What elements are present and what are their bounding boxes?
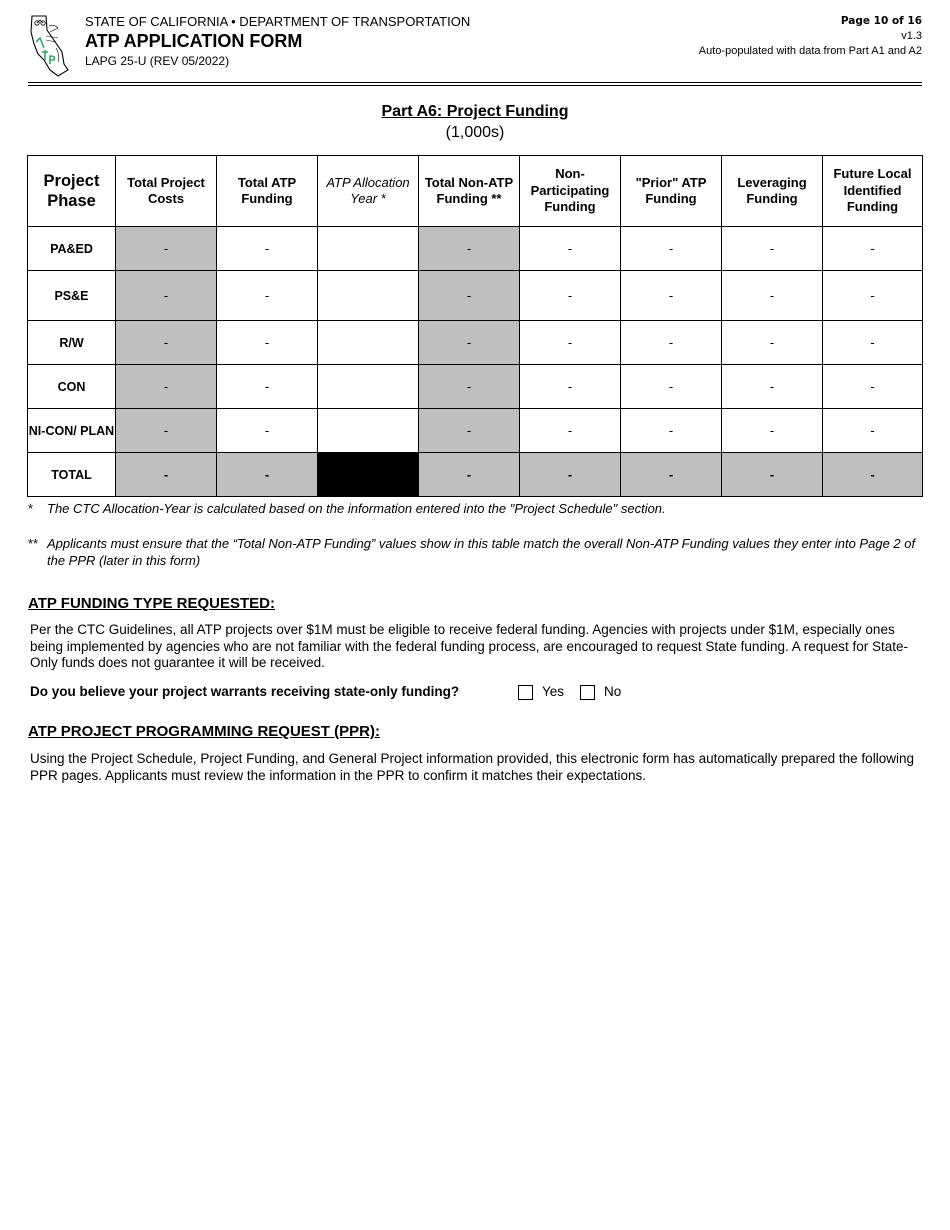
funding-type-heading: ATP FUNDING TYPE REQUESTED: <box>28 595 275 612</box>
ppr-heading: ATP PROJECT PROGRAMMING REQUEST (PPR): <box>28 723 380 740</box>
header-total-atp-funding: Total ATP Funding <box>217 156 318 227</box>
cell-future-local-funding[interactable]: - <box>823 409 923 453</box>
cell-total-non-atp-funding: - <box>419 453 520 497</box>
footnote-marker: * <box>28 501 34 516</box>
cell-atp-allocation-year <box>318 271 419 321</box>
header-left <box>85 14 470 69</box>
cell-future-local-funding[interactable]: - <box>823 227 923 271</box>
cell-non-participating-funding: - <box>520 453 621 497</box>
footnote-marker: ** <box>28 536 39 551</box>
table-header-row <box>28 156 923 227</box>
cell-total-atp-funding[interactable]: - <box>217 271 318 321</box>
form-code: LAPG 25-U (REV 05/2022) <box>85 54 230 68</box>
header-divider-top <box>28 82 922 83</box>
yes-label: Yes <box>542 684 565 699</box>
project-funding-table <box>27 155 923 497</box>
row-phase: TOTAL <box>28 453 116 497</box>
cell-total-non-atp-funding: - <box>419 227 520 271</box>
cell-future-local-funding[interactable]: - <box>823 321 923 365</box>
cell-total-non-atp-funding: - <box>419 271 520 321</box>
cell-atp-allocation-year <box>318 453 419 497</box>
cell-total-atp-funding[interactable]: - <box>217 321 318 365</box>
header-total-non-atp-funding: Total Non-ATP Funding ** <box>419 156 520 227</box>
cell-non-participating-funding[interactable]: - <box>520 365 621 409</box>
cell-non-participating-funding[interactable]: - <box>520 271 621 321</box>
form-title: ATP APPLICATION FORM <box>85 31 303 51</box>
page-number: Page 10 of 16 <box>840 15 922 27</box>
cell-total-project-costs: - <box>116 227 217 271</box>
table-row <box>28 271 923 321</box>
cell-total-project-costs: - <box>116 365 217 409</box>
cell-non-participating-funding[interactable]: - <box>520 321 621 365</box>
cell-total-atp-funding: - <box>217 453 318 497</box>
cell-atp-allocation-year <box>318 321 419 365</box>
state-only-question: Do you believe your project warrants receiving state-only funding? <box>30 684 460 699</box>
header-total-project-costs: Total Project Costs <box>116 156 217 227</box>
table-total-row <box>28 453 923 497</box>
cell-leveraging-funding[interactable]: - <box>722 409 823 453</box>
state-only-options <box>518 683 621 701</box>
cell-leveraging-funding: - <box>722 453 823 497</box>
cell-non-participating-funding[interactable]: - <box>520 409 621 453</box>
no-checkbox[interactable] <box>580 685 595 700</box>
table-row <box>28 321 923 365</box>
cell-total-atp-funding[interactable]: - <box>217 365 318 409</box>
cell-atp-allocation-year <box>318 365 419 409</box>
cell-atp-allocation-year <box>318 227 419 271</box>
cell-leveraging-funding[interactable]: - <box>722 227 823 271</box>
cell-leveraging-funding[interactable]: - <box>722 365 823 409</box>
cell-total-non-atp-funding: - <box>419 365 520 409</box>
row-phase: NI-CON/ PLAN <box>28 409 116 453</box>
cell-leveraging-funding[interactable]: - <box>722 271 823 321</box>
autopopulated-note: Auto-populated with data from Part A1 and A2 <box>698 45 922 57</box>
cell-prior-atp-funding[interactable]: - <box>621 365 722 409</box>
cell-total-project-costs: - <box>116 453 217 497</box>
header-divider-bottom <box>28 85 922 86</box>
cell-leveraging-funding[interactable]: - <box>722 321 823 365</box>
cell-total-atp-funding[interactable]: - <box>217 409 318 453</box>
footnote-allocation-year <box>28 501 922 518</box>
footnote-text: Applicants must ensure that the “Total Non-ATP Funding” values show in this table match the overall Non-ATP Funding values they enter into Page 2 of the PPR (later in this form) <box>47 536 916 568</box>
row-phase: CON <box>28 365 116 409</box>
ppr-paragraph: Using the Project Schedule, Project Funding, and General Project information provided, this electronic form has automatically prepared the following PPR pages. Applicants must review the information in the PPR to confirm it matches their expectations. <box>30 751 914 783</box>
part-title: Part A6: Project Funding <box>381 103 569 120</box>
row-phase: R/W <box>28 321 116 365</box>
yes-checkbox[interactable] <box>518 685 533 700</box>
cell-future-local-funding: - <box>823 453 923 497</box>
cell-future-local-funding[interactable]: - <box>823 365 923 409</box>
form-version: v1.3 <box>901 30 922 42</box>
cell-total-project-costs: - <box>116 409 217 453</box>
caltrans-atp-logo <box>28 14 72 78</box>
cell-prior-atp-funding[interactable]: - <box>621 227 722 271</box>
row-phase: PS&E <box>28 271 116 321</box>
footnote-non-atp-funding <box>28 536 922 569</box>
header-leveraging-funding: Leveraging Funding <box>722 156 823 227</box>
header-non-participating-funding: Non-Participating Funding <box>520 156 621 227</box>
table-row <box>28 409 923 453</box>
footnote-text: The CTC Allocation-Year is calculated based on the information entered into the "Project Schedule" section. <box>47 501 666 516</box>
header-future-local-funding: Future Local Identified Funding <box>823 156 923 227</box>
table-row <box>28 227 923 271</box>
header-atp-allocation-year: ATP Allocation Year * <box>318 156 419 227</box>
cell-total-project-costs: - <box>116 321 217 365</box>
no-label: No <box>604 684 622 699</box>
cell-prior-atp-funding[interactable]: - <box>621 321 722 365</box>
cell-prior-atp-funding: - <box>621 453 722 497</box>
agency-name: STATE OF CALIFORNIA • DEPARTMENT OF TRANSPORTATION <box>85 14 471 29</box>
cell-total-non-atp-funding: - <box>419 321 520 365</box>
cell-total-project-costs: - <box>116 271 217 321</box>
funding-type-paragraph: Per the CTC Guidelines, all ATP projects over $1M must be eligible to receive federal funding. Agencies with projects under $1M, especially ones being implemented by agencies who are not familiar with the federal funding process, are encouraged to request State funding. A request for State-Only funds does not guarantee it will be received. <box>30 622 909 670</box>
part-subtitle: (1,000s) <box>445 124 505 141</box>
cell-prior-atp-funding[interactable]: - <box>621 409 722 453</box>
cell-total-non-atp-funding: - <box>419 409 520 453</box>
header-project-phase: Project Phase <box>28 156 116 227</box>
row-phase: PA&ED <box>28 227 116 271</box>
cell-atp-allocation-year <box>318 409 419 453</box>
cell-total-atp-funding[interactable]: - <box>217 227 318 271</box>
cell-non-participating-funding[interactable]: - <box>520 227 621 271</box>
table-row <box>28 365 923 409</box>
cell-future-local-funding[interactable]: - <box>823 271 923 321</box>
cell-prior-atp-funding[interactable]: - <box>621 271 722 321</box>
header-right <box>699 14 922 59</box>
header-prior-atp-funding: "Prior" ATP Funding <box>621 156 722 227</box>
